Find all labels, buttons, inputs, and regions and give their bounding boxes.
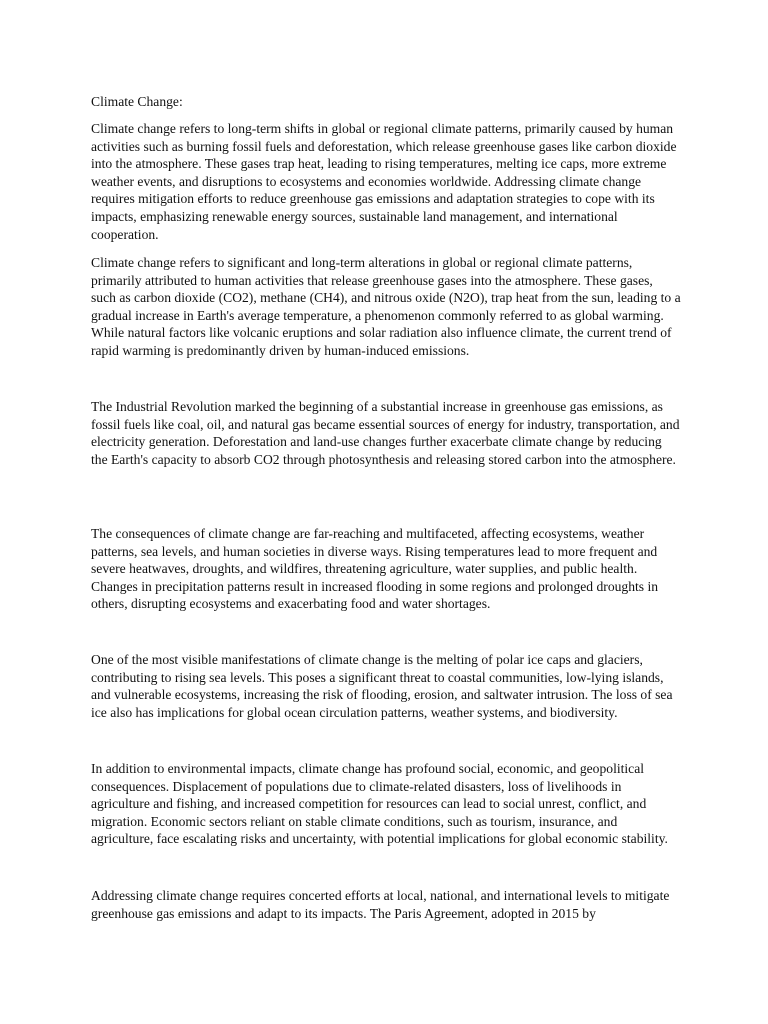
paragraph-definition: Climate change refers to long-term shifts in global or regional climate patterns, primarily caused by human activities such as burning fossil fuels and deforestation, which release greenhouse gases like carbon dioxide into the atmosphere. These gases trap heat, leading to rising temperatures, melting ice caps, more extreme weather events, and disruptions to ecosystems and economies worldwide. Addressing climate change requires mitigation efforts to reduce greenhouse gas emissions and adaptation strategies to cope with its impacts, emphasizing renewable energy sources, sustainable land management, and international cooperation.	[91, 121, 677, 242]
paragraph-addressing: Addressing climate change requires concerted efforts at local, national, and international levels to mitigate greenhouse gas emissions and adapt to its impacts. The Paris Agreement, adopted in 2015 by	[91, 888, 670, 921]
document-title: Climate Change:	[91, 94, 183, 109]
paragraph-social-economic: In addition to environmental impacts, climate change has profound social, economic, and geopolitical consequences. Displacement of populations due to climate-related disasters, loss of livelihoods in agriculture and fishing, and increased competition for resources can lead to social unrest, conflict, and migration. Economic sectors reliant on stable climate conditions, such as tourism, insurance, and agriculture, face escalating risks and uncertainty, with potential implications for global economic stability.	[91, 761, 668, 847]
paragraph-consequences: The consequences of climate change are far-reaching and multifaceted, affecting ecosystems, weather patterns, sea levels, and human societies in diverse ways. Rising temperatures lead to more frequent and severe heatwaves, droughts, and wildfires, threatening agriculture, water supplies, and public health. Changes in precipitation patterns result in increased flooding in some regions and prolonged droughts in others, disrupting ecosystems and exacerbating food and water shortages.	[91, 526, 659, 612]
paragraph-ice-caps: One of the most visible manifestations of climate change is the melting of polar ice caps and glaciers, contributing to rising sea levels. This poses a significant threat to coastal communities, low-lying islands, and vulnerable ecosystems, increasing the risk of flooding, erosion, and saltwater intrusion. The loss of sea ice also has implications for global ocean circulation patterns, weather systems, and biodiversity.	[91, 652, 673, 720]
paragraph-greenhouse-gases: Climate change refers to significant and long-term alterations in global or regional climate patterns, primarily attributed to human activities that release greenhouse gases into the atmosphere. These gases, such as carbon dioxide (CO2), methane (CH4), and nitrous oxide (N2O), trap heat from the sun, leading to a gradual increase in Earth's average temperature, a phenomenon commonly referred to as global warming. While natural factors like volcanic eruptions and solar radiation also influence climate, the current trend of rapid warming is predominantly driven by human-induced emissions.	[91, 255, 681, 358]
paragraph-industrial-revolution: The Industrial Revolution marked the beginning of a substantial increase in greenhouse gas emissions, as fossil fuels like coal, oil, and natural gas became essential sources of energy for industry, transportation, and electricity generation. Deforestation and land-use changes further exacerbate climate change by reducing the Earth's capacity to absorb CO2 through photosynthesis and releasing stored carbon into the atmosphere.	[91, 399, 680, 467]
